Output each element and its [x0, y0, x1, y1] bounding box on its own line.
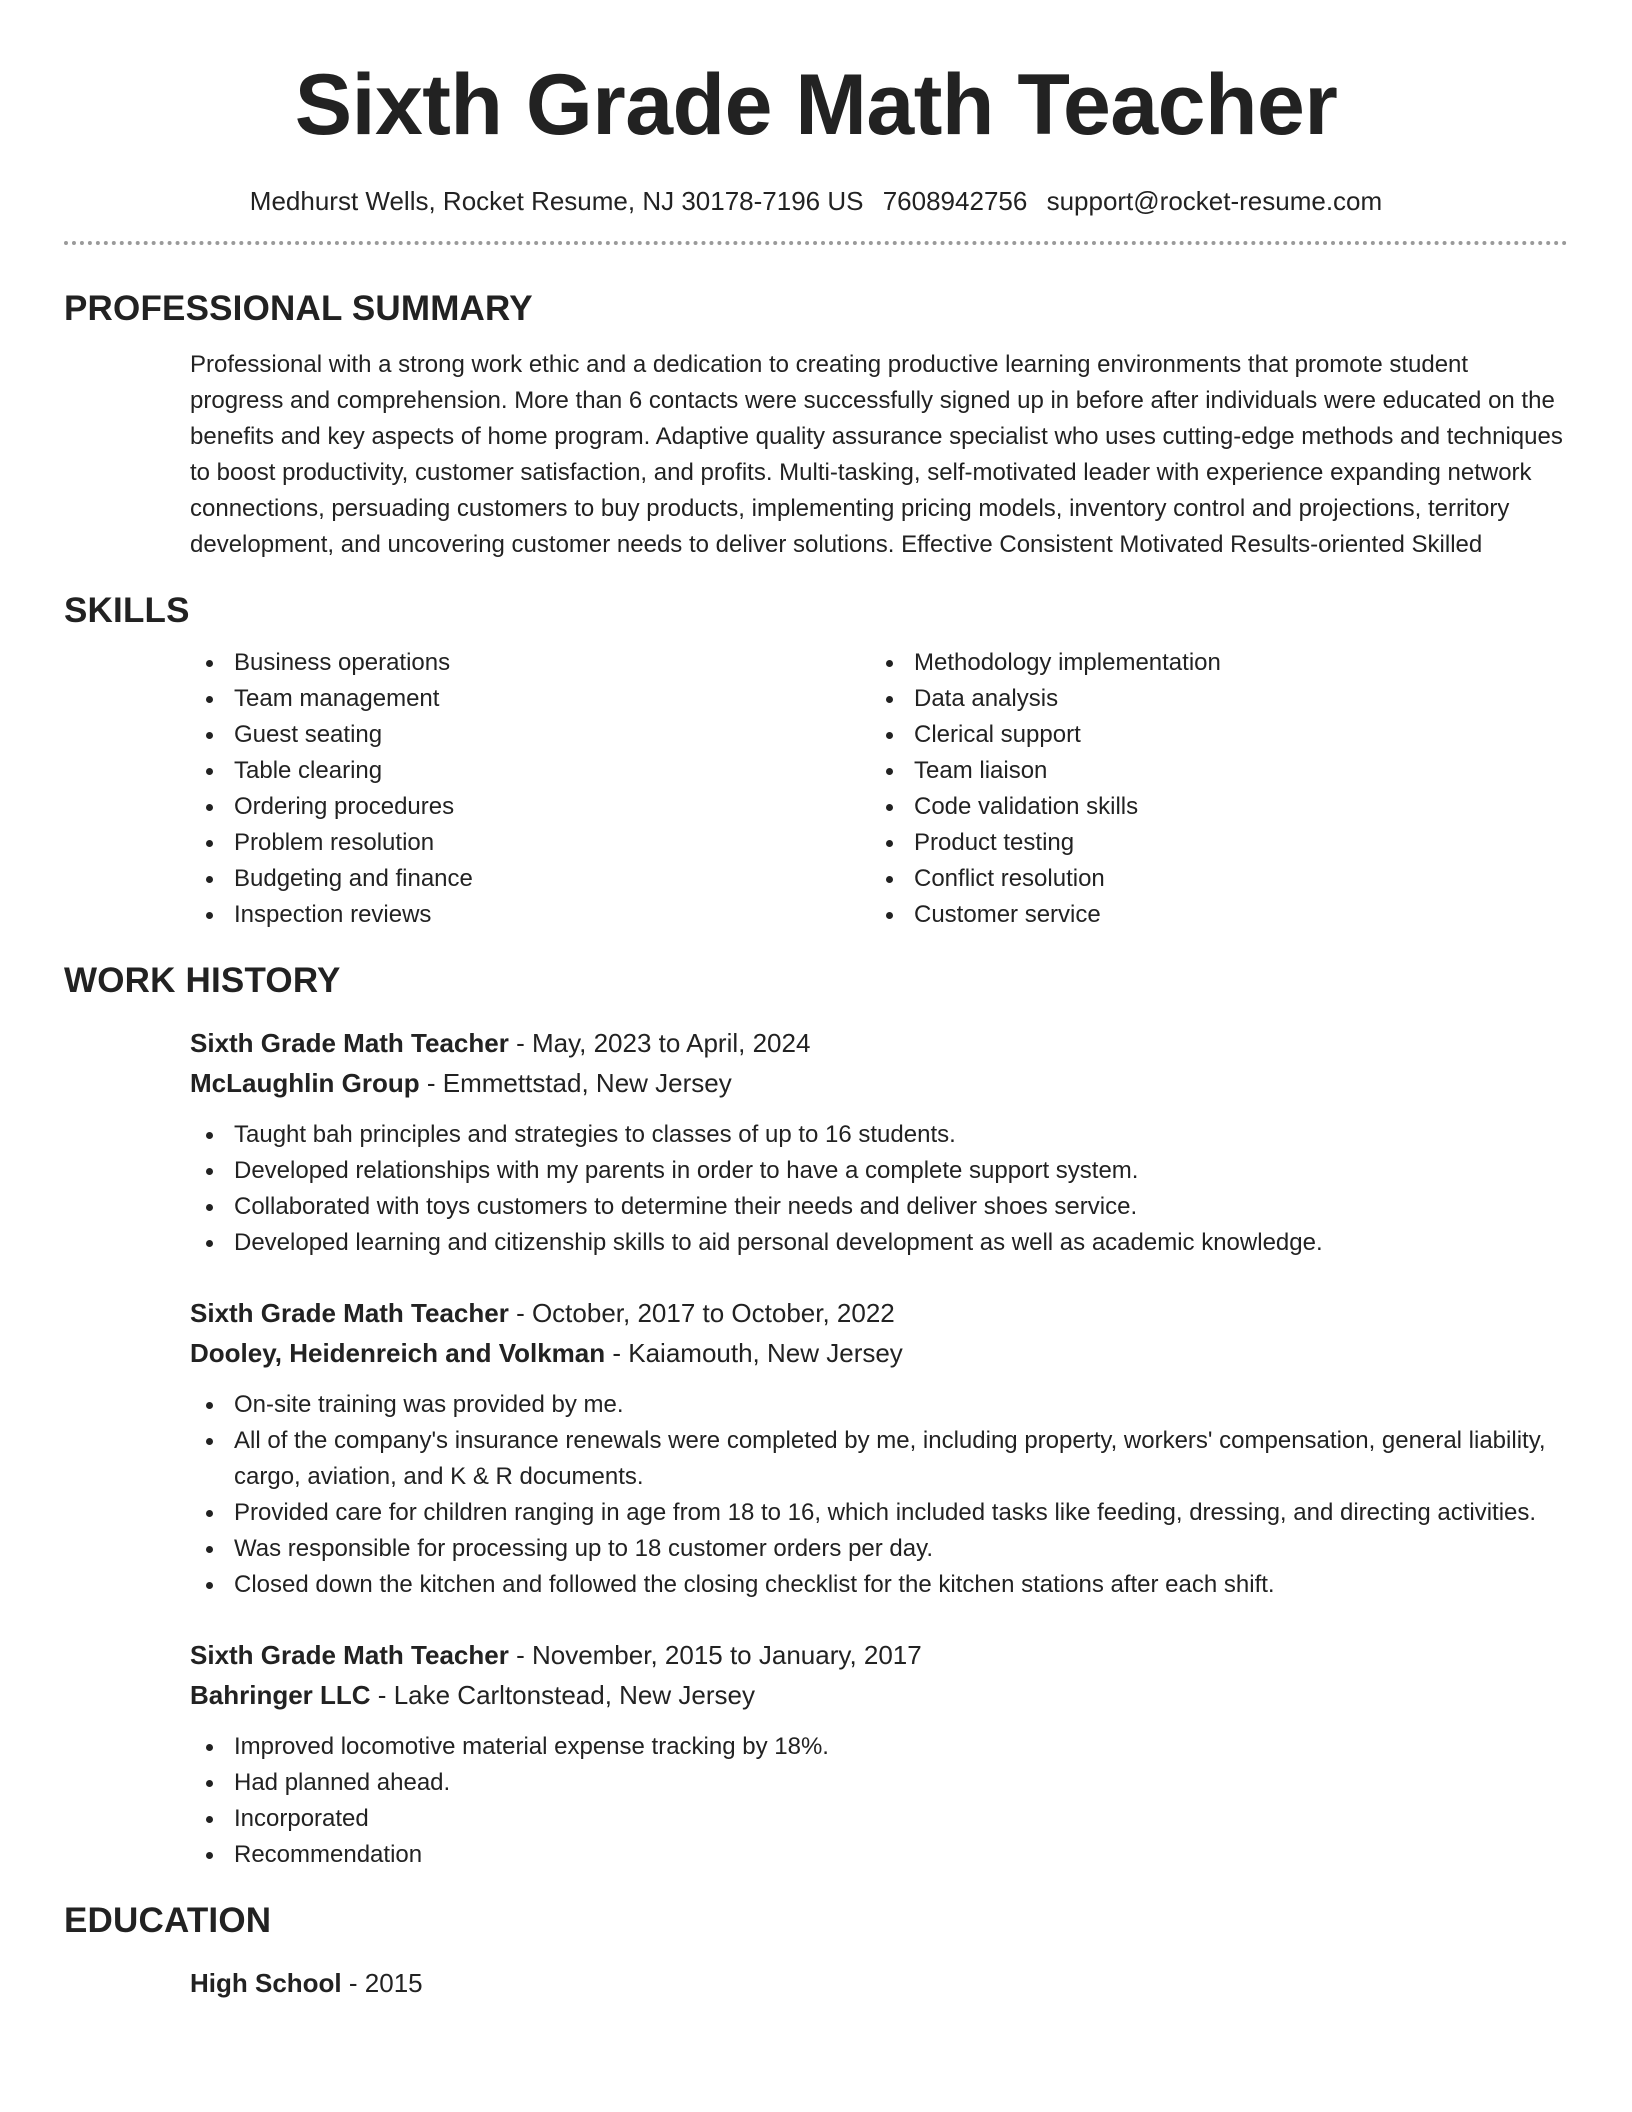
education-heading: EDUCATION [64, 1901, 272, 1940]
job-company-line: McLaughlin Group - Emmettstad, New Jersey [190, 1068, 732, 1098]
skill-item: Data analysis [870, 681, 1550, 717]
skill-item: Product testing [870, 825, 1550, 861]
job-location: Lake Carltonstead, New Jersey [393, 1680, 755, 1710]
job-role: Sixth Grade Math Teacher [190, 1298, 509, 1328]
header-divider [64, 241, 1568, 245]
job-duty: Was responsible for processing up to 18 customer orders per day. [190, 1531, 1568, 1567]
skill-item: Business operations [190, 645, 870, 681]
job-dates: May, 2023 to April, 2024 [531, 1028, 811, 1058]
skill-item: Methodology implementation [870, 645, 1550, 681]
job-location: Emmettstad, New Jersey [442, 1068, 732, 1098]
education-entry: High School - 2015 [190, 1968, 423, 1998]
job-duty: Collaborated with toys customers to determine their needs and deliver shoes service. [190, 1189, 1568, 1225]
skill-item: Clerical support [870, 717, 1550, 753]
summary-text: Professional with a strong work ethic and a dedication to creating productive learning environments that promote student progress and comprehension. More than 6 contacts were successfully signed up in before after individuals were educated on the benefits and key aspects of home program. Adaptive quality assurance specialist who uses cutting-edge methods and techniques to boost productivity, customer satisfaction, and profits. Multi-tasking, self-motivated leader with experience expanding network connections, persuading customers to buy products, implementing pricing models, inventory control and projections, territory development, and uncovering customer needs to deliver solutions. Effective Consistent Motivated Results-oriented Skilled [190, 351, 1563, 558]
job-dates: November, 2015 to January, 2017 [531, 1640, 922, 1670]
job-title-line: Sixth Grade Math Teacher - November, 2015 to January, 2017 [190, 1640, 922, 1670]
job-duty: Developed relationships with my parents in order to have a complete support system. [190, 1153, 1568, 1189]
skills-column-left [190, 645, 870, 933]
job-duty: Incorporated [190, 1801, 1568, 1837]
job-duties [190, 1117, 1568, 1261]
job-duty: Recommendation [190, 1837, 1568, 1873]
job-duty: All of the company's insurance renewals were completed by me, including property, workers' compensation, general liability, cargo, aviation, and K & R documents. [190, 1423, 1568, 1495]
resume-name: Sixth Grade Math Teacher [294, 57, 1338, 153]
job-role: Sixth Grade Math Teacher [190, 1028, 509, 1058]
contact-address: Medhurst Wells, Rocket Resume, NJ 30178-7196 US [249, 186, 864, 216]
job-duty: Had planned ahead. [190, 1765, 1568, 1801]
job-location: Kaiamouth, New Jersey [628, 1338, 903, 1368]
education-year: 2015 [364, 1968, 423, 1998]
job-duty: On-site training was provided by me. [190, 1387, 1568, 1423]
job-company: McLaughlin Group [190, 1068, 420, 1098]
job-company: Dooley, Heidenreich and Volkman [190, 1338, 606, 1368]
skill-item: Budgeting and finance [190, 861, 870, 897]
job-company-line: Bahringer LLC - Lake Carltonstead, New Jersey [190, 1680, 755, 1710]
skill-item: Inspection reviews [190, 897, 870, 933]
skill-item: Team liaison [870, 753, 1550, 789]
job-title-line: Sixth Grade Math Teacher - October, 2017 to October, 2022 [190, 1298, 895, 1328]
job-duties [190, 1387, 1568, 1603]
education-degree: High School [190, 1968, 342, 1998]
job-duties [190, 1729, 1568, 1873]
skill-item: Table clearing [190, 753, 870, 789]
skill-item: Guest seating [190, 717, 870, 753]
job-company: Bahringer LLC [190, 1680, 371, 1710]
skills-heading: SKILLS [64, 591, 190, 630]
contact-phone: 7608942756 [882, 186, 1028, 216]
contact-line [64, 186, 1568, 217]
job-role: Sixth Grade Math Teacher [190, 1640, 509, 1670]
job-entry [190, 1635, 1568, 1873]
job-duty: Improved locomotive material expense tracking by 18%. [190, 1729, 1568, 1765]
work-history-heading: WORK HISTORY [64, 961, 341, 1000]
skills-column-right [870, 645, 1550, 933]
skills-list [190, 645, 1568, 933]
job-duty: Developed learning and citizenship skills to aid personal development as well as academic knowledge. [190, 1225, 1568, 1261]
skill-item: Conflict resolution [870, 861, 1550, 897]
contact-email: support@rocket-resume.com [1046, 186, 1383, 216]
skill-item: Team management [190, 681, 870, 717]
skill-item: Customer service [870, 897, 1550, 933]
job-entry [190, 1293, 1568, 1603]
job-duty: Taught bah principles and strategies to classes of up to 16 students. [190, 1117, 1568, 1153]
skill-item: Ordering procedures [190, 789, 870, 825]
job-dates: October, 2017 to October, 2022 [531, 1298, 895, 1328]
job-title-line: Sixth Grade Math Teacher - May, 2023 to April, 2024 [190, 1028, 811, 1058]
job-company-line: Dooley, Heidenreich and Volkman - Kaiamouth, New Jersey [190, 1338, 903, 1368]
skill-item: Code validation skills [870, 789, 1550, 825]
job-entry [190, 1023, 1568, 1261]
job-duty: Closed down the kitchen and followed the closing checklist for the kitchen stations after each shift. [190, 1567, 1568, 1603]
job-duty: Provided care for children ranging in age from 18 to 16, which included tasks like feeding, dressing, and directing activities. [190, 1495, 1568, 1531]
skill-item: Problem resolution [190, 825, 870, 861]
summary-heading: PROFESSIONAL SUMMARY [64, 289, 533, 328]
